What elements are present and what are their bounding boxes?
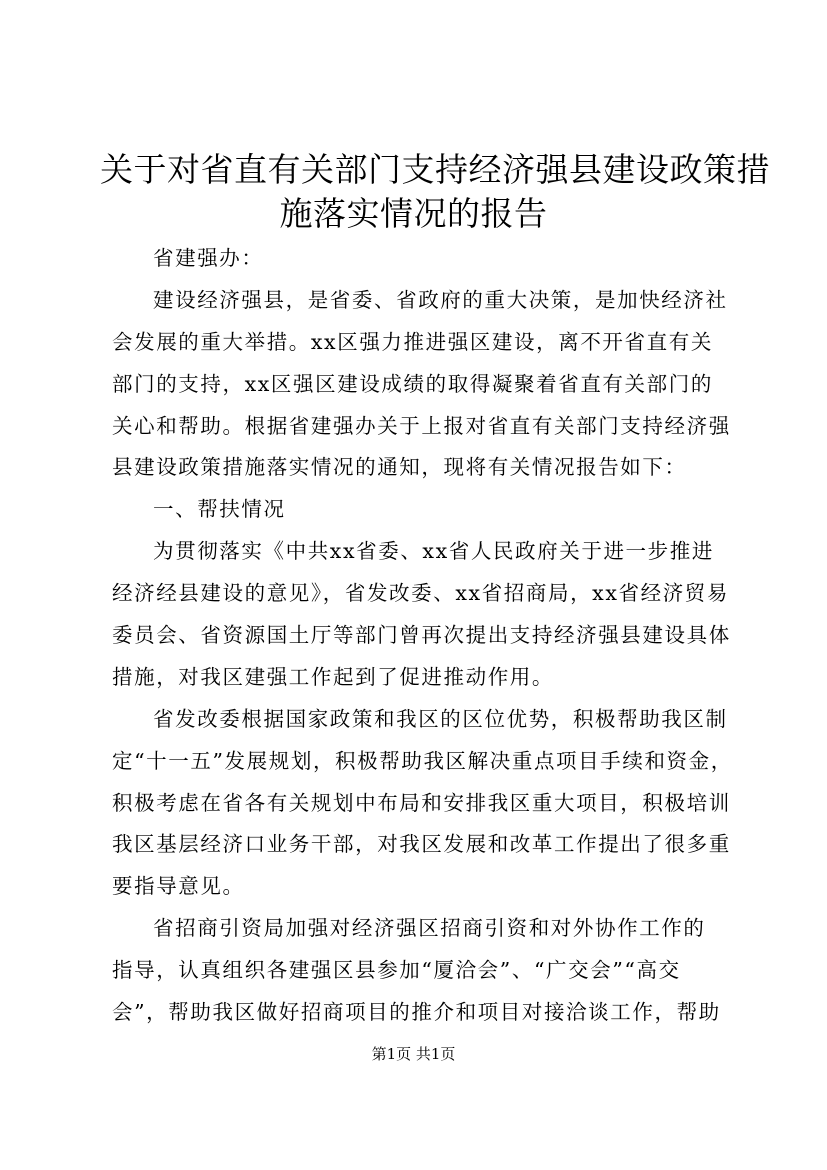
paragraph-line: 我区基层经济口业务干部，对我区发展和改革工作提出了很多重 [112,832,731,857]
paragraph-line: 省招商引资局加强对经济强区招商引资和对外协作工作的 [153,916,706,941]
paragraph-line: 省发改委根据国家政策和我区的区位优势，积极帮助我区制 [153,706,728,731]
document-title [100,148,770,236]
paragraph-line: 县建设政策措施落实情况的通知，现将有关情况报告如下： [112,455,687,480]
paragraph-line: 会发展的重大举措。xx区强力推进强区建设，离不开省直有关 [112,329,713,354]
paragraph-line: 定“十一五”发展规划，积极帮助我区解决重点项目手续和资金， [112,748,733,773]
paragraph-line: 会”，帮助我区做好招商项目的推介和项目对接洽谈工作，帮助 [112,1000,721,1025]
paragraph-line: 为贯彻落实《中共xx省委、xx省人民政府关于进一步推进 [153,539,714,564]
title-line-2: 施落实情况的报告 [279,194,548,233]
paragraph-line: 要指导意见。 [112,874,245,899]
paragraph-line: 指导，认真组织各建强区县参加“厦洽会”、“广交会”“高交 [112,958,681,983]
paragraph-line: 委员会、省资源国土厅等部门曾再次提出支持经济强县建设具体 [112,623,731,648]
paragraph-line: 关心和帮助。根据省建强办关于上报对省直有关部门支持经济强 [112,413,731,438]
paragraph-line: 部门的支持，xx区强区建设成绩的取得凝聚着省直有关部门的 [112,371,713,396]
paragraph-line: 建设经济强县，是省委、省政府的重大决策，是加快经济社 [153,287,728,312]
paragraph-line: 措施，对我区建强工作起到了促进推动作用。 [112,664,554,689]
page-footer: 第1页 共1页 [371,1045,456,1063]
paragraph-line: 经济经县建设的意见》，省发改委、xx省招商局，xx省经济贸易 [112,581,729,606]
salutation: 省建强办： [153,246,264,270]
paragraph-line: 积极考虑在省各有关规划中布局和安排我区重大项目，积极培训 [112,790,731,815]
title-line-1: 关于对省直有关部门支持经济强县建设政策措 [100,150,770,189]
document-body [112,238,733,1034]
section-heading: 一、帮扶情况 [153,497,286,522]
